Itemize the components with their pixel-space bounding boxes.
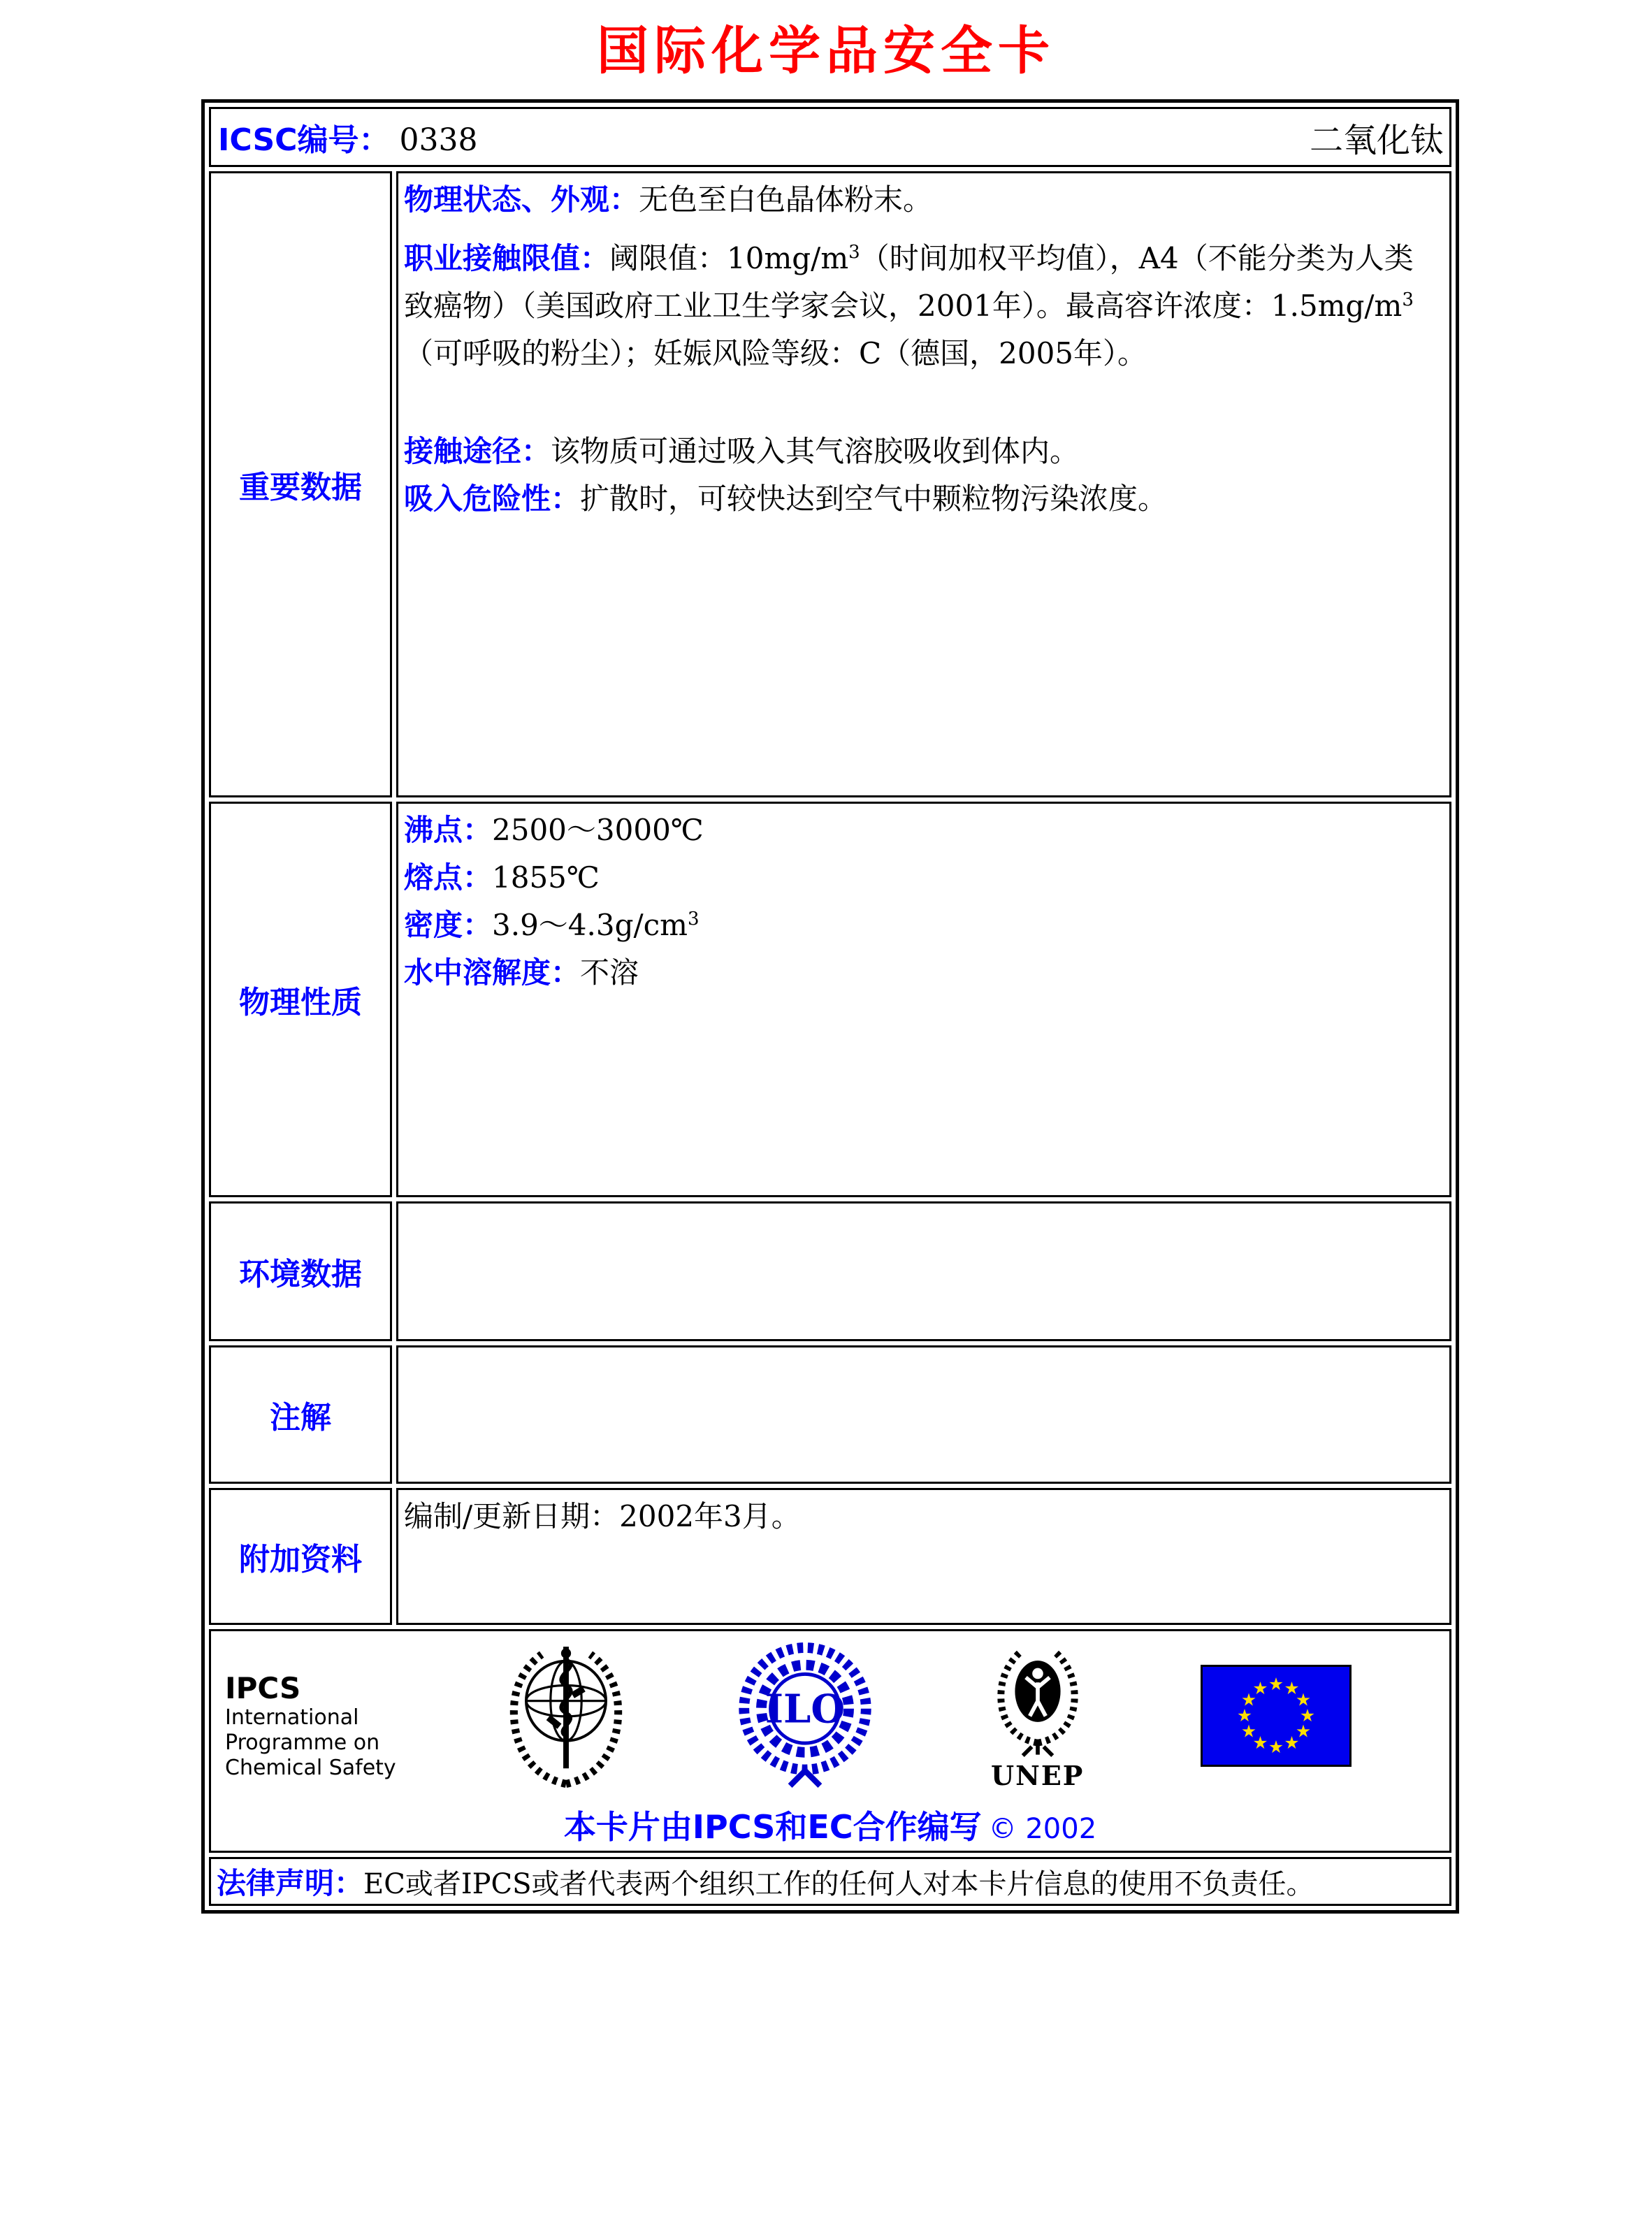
physical-state-text: 无色至白色晶体粉末。 bbox=[639, 182, 933, 217]
physical-properties-content bbox=[396, 802, 1451, 1197]
density-value: 3.9～4.3g/cm bbox=[492, 908, 688, 943]
exposure-routes-label: 接触途径： bbox=[404, 434, 551, 469]
occupational-limit-text: （可呼吸的粉尘）；妊娠风险等级：C（德国，2005年）。 bbox=[404, 336, 1147, 371]
row-label-additional-info: 附加资料 bbox=[209, 1488, 392, 1625]
icsc-number-label: ICSC编号： bbox=[218, 122, 390, 158]
density-label: 密度： bbox=[404, 908, 493, 943]
row-label-physical-properties: 物理性质 bbox=[209, 802, 392, 1197]
unep-logo-block bbox=[978, 1640, 1097, 1789]
icsc-number bbox=[218, 115, 477, 159]
occupational-limit-text: （时间加权平均值），A4（不能分类为人类致癌物）（美国政府工业卫生学家会议，2001年）。最高容许浓度：1.5mg/m bbox=[404, 241, 1414, 324]
footer-caption bbox=[218, 1802, 1442, 1848]
important-data-content bbox=[396, 171, 1451, 797]
occupational-limit-text: 阈限值：10mg/m bbox=[609, 241, 849, 276]
exposure-routes-text: 该物质可通过吸入其气溶胶吸收到体内。 bbox=[551, 434, 1080, 469]
boiling-point-value: 2500～3000℃ bbox=[492, 813, 704, 847]
notes-row bbox=[209, 1345, 1451, 1484]
row-label-notes: 注解 bbox=[209, 1345, 392, 1484]
ipcs-line-1: International bbox=[225, 1705, 359, 1730]
physical-state-label: 物理状态、外观： bbox=[404, 182, 639, 217]
superscript: 3 bbox=[848, 242, 860, 263]
exposure-routes-line bbox=[404, 428, 1441, 475]
melting-point-value: 1855℃ bbox=[492, 860, 600, 895]
density-line bbox=[404, 902, 1441, 949]
footer-copyright: © 2002 bbox=[988, 1813, 1097, 1845]
legal-row bbox=[209, 1857, 1451, 1906]
water-solubility-label: 水中溶解度： bbox=[404, 955, 581, 990]
footer-caption-text: 本卡片由IPCS和EC合作编写 bbox=[563, 1808, 982, 1846]
who-logo-icon bbox=[500, 1640, 632, 1800]
environmental-data-row bbox=[209, 1201, 1451, 1341]
inhalation-risk-label: 吸入危险性： bbox=[404, 482, 581, 516]
boiling-point-line bbox=[404, 807, 1441, 854]
row-label-important-data: 重要数据 bbox=[209, 171, 392, 797]
icsc-card-page bbox=[0, 10, 1652, 1914]
melting-point-label: 熔点： bbox=[404, 860, 493, 895]
inhalation-risk-text: 扩散时，可较快达到空气中颗粒物污染浓度。 bbox=[580, 482, 1168, 516]
legal-cell bbox=[209, 1857, 1451, 1906]
footer-logos-cell bbox=[209, 1629, 1451, 1853]
footer-logos-row bbox=[209, 1629, 1451, 1853]
water-solubility-value: 不溶 bbox=[580, 955, 639, 990]
environmental-data-content bbox=[396, 1201, 1451, 1341]
icsc-number-value: 0338 bbox=[399, 122, 478, 158]
inhalation-risk-line bbox=[404, 475, 1441, 523]
update-date-line: 编制/更新日期：2002年3月。 bbox=[404, 1499, 801, 1533]
icsc-card-table bbox=[201, 99, 1459, 1914]
additional-info-row bbox=[209, 1488, 1451, 1625]
ipcs-line-2: Programme on bbox=[225, 1730, 380, 1756]
chemical-name: 二氧化钛 bbox=[1309, 120, 1444, 160]
notes-content bbox=[396, 1345, 1451, 1484]
card-header-row bbox=[209, 107, 1451, 167]
occupational-limit-line bbox=[404, 235, 1441, 377]
additional-info-content bbox=[396, 1488, 1451, 1625]
ilo-logo-text: ILO bbox=[765, 1686, 846, 1733]
physical-properties-row bbox=[209, 802, 1451, 1197]
row-label-environmental-data: 环境数据 bbox=[209, 1201, 392, 1341]
boiling-point-label: 沸点： bbox=[404, 813, 493, 847]
legal-label: 法律声明： bbox=[217, 1866, 364, 1900]
eu-flag-icon bbox=[1201, 1665, 1352, 1770]
ipcs-line-3: Chemical Safety bbox=[225, 1756, 396, 1781]
page-title: 国际化学品安全卡 bbox=[597, 21, 1055, 81]
legal-text: EC或者IPCS或者代表两个组织工作的任何人对本卡片信息的使用不负责任。 bbox=[363, 1867, 1314, 1900]
melting-point-line bbox=[404, 854, 1441, 902]
card-header-cell bbox=[209, 107, 1451, 167]
water-solubility-line bbox=[404, 949, 1441, 997]
superscript: 3 bbox=[1402, 289, 1414, 311]
ipcs-text-block bbox=[225, 1672, 396, 1781]
superscript: 3 bbox=[688, 909, 700, 930]
important-data-row bbox=[209, 171, 1451, 797]
physical-state-line bbox=[404, 176, 1441, 224]
ipcs-acronym: IPCS bbox=[225, 1671, 301, 1705]
occupational-limit-label: 职业接触限值： bbox=[404, 241, 610, 276]
ilo-logo-icon bbox=[736, 1640, 874, 1792]
unep-logo-text: UNEP bbox=[990, 1760, 1085, 1791]
